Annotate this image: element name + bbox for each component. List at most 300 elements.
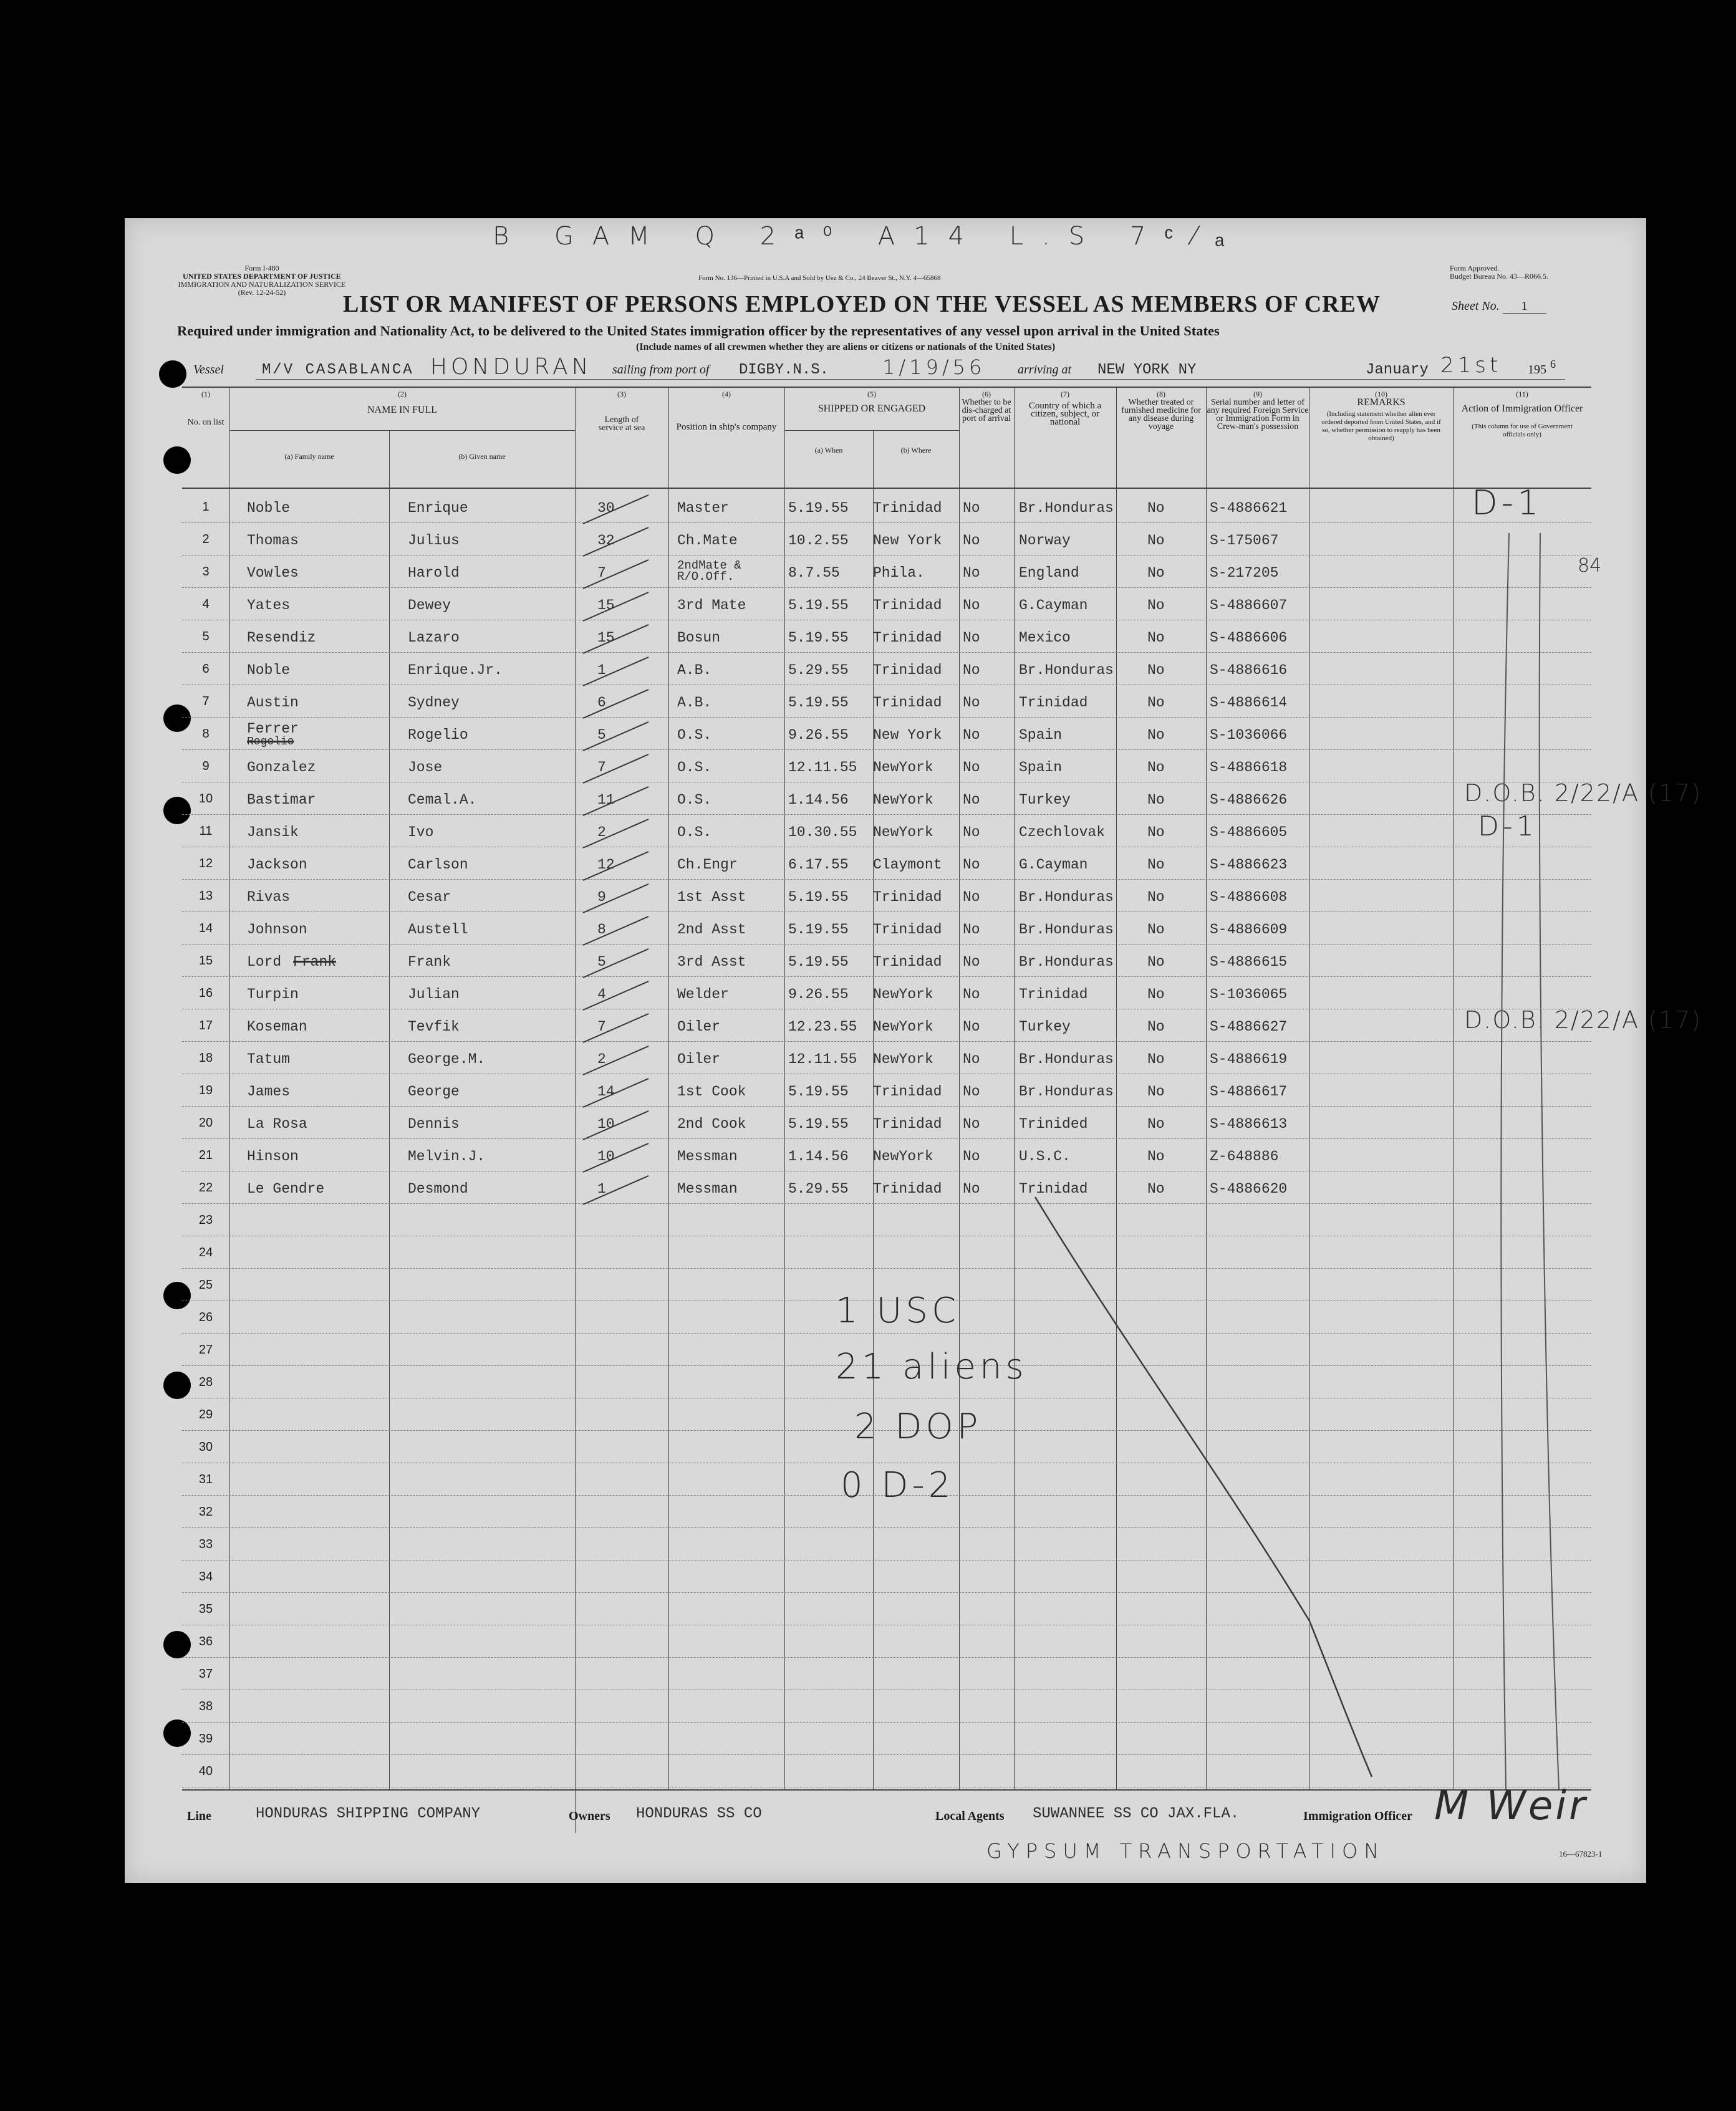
cell-serial: S-4886623: [1210, 857, 1288, 873]
cell-position: 3rd Asst: [677, 954, 746, 970]
requirement-statement: Required under immigration and Nationality Act, to be delivered to the United States immigration officer by the representatives of any vessel upon arrival in the United States: [177, 323, 1220, 339]
cell-position: A.B.: [677, 695, 712, 711]
cell-serial: S-1036066: [1210, 727, 1288, 743]
cell-serial: S-4886607: [1210, 597, 1288, 613]
cell-country: England: [1019, 565, 1079, 581]
row-rule: [182, 1268, 1591, 1269]
cell-treated: No: [1147, 1116, 1165, 1132]
cell-country: Trinidad: [1019, 1181, 1088, 1197]
cell-serial: Z-648886: [1210, 1148, 1279, 1165]
struck-name: Rogelio: [247, 736, 294, 748]
cell-country: Turkey: [1019, 1019, 1071, 1035]
cell-service: 15: [597, 630, 615, 646]
handwritten-reference: B GAM Q 2ᵃ⁰ A14 L.S 7ᶜ⁄ₐ: [493, 222, 1243, 251]
cell-where: NewYork: [873, 1148, 933, 1165]
cell-discharge: No: [963, 857, 980, 873]
cell-given: Dewey: [408, 597, 451, 613]
cell-country: Br.Honduras: [1019, 1084, 1114, 1100]
cell-given: Cesar: [408, 889, 451, 905]
cell-country: Mexico: [1019, 630, 1071, 646]
cell-discharge: No: [963, 1181, 980, 1197]
cell-when: 5.19.55: [788, 500, 849, 516]
row-rule: [182, 522, 1591, 523]
row-number: 16: [198, 986, 213, 1000]
cell-when: 5.19.55: [788, 1116, 849, 1132]
cell-family: Thomas: [247, 532, 299, 549]
cell-family: Vowles: [247, 565, 299, 581]
cell-discharge: No: [963, 662, 980, 678]
cell-treated: No: [1147, 986, 1165, 1003]
cell-discharge: No: [963, 727, 980, 743]
cell-country: Br.Honduras: [1019, 889, 1114, 905]
row-rule: [182, 1106, 1591, 1107]
cell-position: Ch.Mate: [677, 532, 738, 549]
cell-where: Trinidad: [873, 1181, 942, 1197]
cell-treated: No: [1147, 1084, 1165, 1100]
cell-when: 10.30.55: [788, 824, 857, 840]
cell-where: NewYork: [873, 1051, 933, 1067]
cell-serial: S-1036065: [1210, 986, 1288, 1003]
punch-hole: [159, 360, 186, 388]
cell-serial: S-4886606: [1210, 630, 1288, 646]
row-number: 29: [198, 1408, 213, 1421]
cell-treated: No: [1147, 889, 1165, 905]
cell-position: Bosun: [677, 630, 721, 646]
cell-family: Turpin: [247, 986, 299, 1003]
cell-family: Johnson: [247, 921, 307, 938]
cell-where: Phila.: [873, 565, 925, 581]
cell-serial: S-4886609: [1210, 921, 1288, 938]
cell-given: Frank: [408, 954, 451, 970]
cell-service: 7: [597, 759, 606, 776]
cell-service: 4: [597, 986, 606, 1003]
cell-when: 10.2.55: [788, 532, 849, 549]
row-number: 31: [198, 1473, 213, 1486]
row-rule: [182, 587, 1591, 588]
cell-given: Cemal.A.: [408, 792, 477, 808]
row-number: 13: [198, 889, 213, 903]
cell-position: Messman: [677, 1181, 738, 1197]
cell-when: 1.14.56: [788, 792, 849, 808]
cell-discharge: No: [963, 1084, 980, 1100]
cell-serial: S-217205: [1210, 565, 1279, 581]
cell-treated: No: [1147, 824, 1165, 840]
officer-signature: M Weir: [1434, 1783, 1588, 1829]
row-rule: [182, 1657, 1591, 1658]
cell-when: 9.26.55: [788, 986, 849, 1003]
cell-serial: S-4886626: [1210, 792, 1288, 808]
cell-treated: No: [1147, 500, 1165, 516]
cell-family: Hinson: [247, 1148, 299, 1165]
row-number: 39: [198, 1732, 213, 1746]
row-number: 12: [198, 857, 213, 870]
row-rule: [182, 1754, 1591, 1755]
row-number: 24: [198, 1246, 213, 1259]
cell-serial: S-4886605: [1210, 824, 1288, 840]
cell-family: Le Gendre: [247, 1181, 325, 1197]
cell-serial: S-4886618: [1210, 759, 1288, 776]
cell-family: Ferrer: [247, 721, 299, 737]
cell-discharge: No: [963, 532, 980, 549]
cell-given: Enrique: [408, 500, 468, 516]
row-number: 8: [202, 727, 210, 741]
cell-when: 6.17.55: [788, 857, 849, 873]
cell-when: 5.19.55: [788, 889, 849, 905]
cell-treated: No: [1147, 1019, 1165, 1035]
cell-serial: S-4886614: [1210, 695, 1288, 711]
row-number: 10: [198, 792, 213, 805]
cell-serial: S-4886613: [1210, 1116, 1288, 1132]
cell-where: NewYork: [873, 792, 933, 808]
cell-where: Trinidad: [873, 921, 942, 938]
row-rule: [182, 911, 1591, 912]
row-rule: [182, 749, 1591, 750]
cell-service: 14: [597, 1084, 615, 1100]
cell-service: 9: [597, 889, 606, 905]
cell-service: 8: [597, 921, 606, 938]
cell-family: Austin: [247, 695, 299, 711]
cell-given: Rogelio: [408, 727, 468, 743]
cell-family: Gonzalez: [247, 759, 316, 776]
cell-position: A.B.: [677, 662, 712, 678]
cell-treated: No: [1147, 630, 1165, 646]
cell-country: Czechlovak: [1019, 824, 1106, 840]
cell-country: U.S.C.: [1019, 1148, 1071, 1165]
row-rule: [182, 976, 1591, 977]
cell-when: 5.29.55: [788, 1181, 849, 1197]
cell-treated: No: [1147, 727, 1165, 743]
row-number: 17: [198, 1019, 213, 1032]
cell-discharge: No: [963, 1019, 980, 1035]
cell-country: Br.Honduras: [1019, 662, 1114, 678]
cell-discharge: No: [963, 824, 980, 840]
row-number: 15: [198, 954, 213, 968]
row-number: 23: [198, 1213, 213, 1227]
cell-service: 10: [597, 1148, 615, 1165]
page-title: LIST OR MANIFEST OF PERSONS EMPLOYED ON THE VESSEL AS MEMBERS OF CREW: [343, 291, 1381, 317]
row-rule: [182, 879, 1591, 880]
cell-when: 5.19.55: [788, 954, 849, 970]
cell-discharge: No: [963, 889, 980, 905]
cell-given: Austell: [408, 921, 468, 938]
cell-position: O.S.: [677, 759, 712, 776]
cell-discharge: No: [963, 1051, 980, 1067]
cell-country: Br.Honduras: [1019, 954, 1114, 970]
cell-given: Sydney: [408, 695, 460, 711]
cell-where: New York: [873, 532, 942, 549]
row-rule: [182, 1138, 1591, 1139]
cell-given: George.M.: [408, 1051, 486, 1067]
cell-when: 12.23.55: [788, 1019, 857, 1035]
cell-treated: No: [1147, 1181, 1165, 1197]
row-rule: [182, 944, 1591, 945]
cell-service: 10: [597, 1116, 615, 1132]
row-number: 7: [202, 695, 210, 708]
cell-discharge: No: [963, 986, 980, 1003]
cell-family: Tatum: [247, 1051, 291, 1067]
cell-when: 5.19.55: [788, 921, 849, 938]
cell-treated: No: [1147, 1148, 1165, 1165]
footer: Line HONDURAS SHIPPING COMPANY Owners HONDURAS SS CO Local Agents SUWANNEE SS CO JAX.FLA. GYPSUM TRANSPORTATION Immigration Officer M Weir 16—67823-1: [187, 1783, 1603, 1863]
cell-family: Jackson: [247, 857, 307, 873]
cell-treated: No: [1147, 565, 1165, 581]
cell-country: Br.Honduras: [1019, 500, 1114, 516]
cell-where: Trinidad: [873, 889, 942, 905]
cell-family: Jansik: [247, 824, 299, 840]
row-rule: [182, 1722, 1591, 1723]
cell-family: Lord: [247, 954, 282, 970]
cell-serial: S-175067: [1210, 532, 1279, 549]
cell-family: Koseman: [247, 1019, 307, 1035]
row-number: 4: [202, 597, 210, 611]
cell-treated: No: [1147, 954, 1165, 970]
cell-position: Oiler: [677, 1051, 721, 1067]
cell-given: Desmond: [408, 1181, 468, 1197]
row-number: 21: [198, 1148, 213, 1162]
row-number: 28: [198, 1375, 213, 1389]
cell-discharge: No: [963, 1116, 980, 1132]
row-number: 25: [198, 1278, 213, 1292]
cell-where: Trinidad: [873, 662, 942, 678]
cell-serial: S-4886619: [1210, 1051, 1288, 1067]
cell-treated: No: [1147, 759, 1165, 776]
cell-discharge: No: [963, 500, 980, 516]
cell-service: 5: [597, 727, 606, 743]
cell-family: Bastimar: [247, 792, 316, 808]
cell-position: 3rd Mate: [677, 597, 746, 613]
cell-country: Turkey: [1019, 792, 1071, 808]
cell-given: Carlson: [408, 857, 468, 873]
form-number: Form I-480 UNITED STATES DEPARTMENT OF JUSTICE IMMIGRATION AND NATURALIZATION SERVICE (Rev. 12-24-52): [178, 264, 346, 297]
cell-serial: S-4886616: [1210, 662, 1288, 678]
row-number: 26: [198, 1310, 213, 1324]
cell-treated: No: [1147, 662, 1165, 678]
cell-when: 9.26.55: [788, 727, 849, 743]
cell-given: Melvin.J.: [408, 1148, 486, 1165]
cell-discharge: No: [963, 954, 980, 970]
cell-discharge: No: [963, 759, 980, 776]
margin-number: 84: [1578, 555, 1602, 577]
cell-discharge: No: [963, 1148, 980, 1165]
cell-serial: S-4886620: [1210, 1181, 1288, 1197]
row-number: 37: [198, 1667, 213, 1681]
cell-given: Lazaro: [408, 630, 460, 646]
row-number: 9: [202, 759, 210, 773]
cell-given: Julius: [408, 532, 460, 549]
cell-where: Trinidad: [873, 630, 942, 646]
cell-service: 1: [597, 1181, 606, 1197]
cell-family: La Rosa: [247, 1116, 307, 1132]
cell-where: NewYork: [873, 986, 933, 1003]
cell-service: 12: [597, 857, 615, 873]
cell-position: 2ndMate & R/O.Off.: [677, 560, 741, 582]
cell-country: Norway: [1019, 532, 1071, 549]
cell-family: Rivas: [247, 889, 291, 905]
cell-treated: No: [1147, 857, 1165, 873]
cell-where: NewYork: [873, 1019, 933, 1035]
row-number: 27: [198, 1343, 213, 1357]
cell-country: Spain: [1019, 759, 1063, 776]
cell-country: G.Cayman: [1019, 597, 1088, 613]
cell-position: 2nd Cook: [677, 1116, 746, 1132]
cell-when: 8.7.55: [788, 565, 840, 581]
cell-treated: No: [1147, 1051, 1165, 1067]
cell-country: Br.Honduras: [1019, 1051, 1114, 1067]
cell-when: 1.14.56: [788, 1148, 849, 1165]
cell-position: 1st Cook: [677, 1084, 746, 1100]
row-number: 38: [198, 1700, 213, 1713]
cell-given: Enrique.Jr.: [408, 662, 503, 678]
cell-where: Trinidad: [873, 954, 942, 970]
cell-service: 5: [597, 954, 606, 970]
row-number: 32: [198, 1505, 213, 1519]
officer-action-row11: D-1: [1478, 810, 1538, 842]
row-rule: [182, 1333, 1591, 1334]
row-number: 2: [202, 532, 210, 546]
cell-serial: S-4886608: [1210, 889, 1288, 905]
cell-given: George: [408, 1084, 460, 1100]
row-number: 34: [198, 1570, 213, 1584]
row-number: 11: [199, 824, 213, 838]
cell-where: Claymont: [873, 857, 942, 873]
cell-position: Welder: [677, 986, 729, 1003]
cell-given: Jose: [408, 759, 443, 776]
cell-treated: No: [1147, 532, 1165, 549]
row-number: 35: [198, 1602, 213, 1616]
cell-family: Noble: [247, 500, 291, 516]
cell-treated: No: [1147, 792, 1165, 808]
sheet-number: Sheet No. 1: [1452, 299, 1546, 314]
cell-service: 7: [597, 1019, 606, 1035]
cell-service: 30: [597, 500, 615, 516]
cell-country: G.Cayman: [1019, 857, 1088, 873]
cell-given: Dennis: [408, 1116, 460, 1132]
cell-where: New York: [873, 727, 942, 743]
cell-when: 5.19.55: [788, 695, 849, 711]
cell-discharge: No: [963, 921, 980, 938]
cell-discharge: No: [963, 565, 980, 581]
cell-country: Trinidad: [1019, 986, 1088, 1003]
struck-name: Frank: [293, 954, 337, 970]
cell-given: Ivo: [408, 824, 434, 840]
pen-marks: [125, 218, 1646, 1883]
cell-service: 11: [597, 792, 615, 808]
cell-where: Trinidad: [873, 695, 942, 711]
cell-given: Julian: [408, 986, 460, 1003]
cell-position: 1st Asst: [677, 889, 746, 905]
cell-when: 5.29.55: [788, 662, 849, 678]
table-bottom-rule: [182, 1789, 1591, 1791]
row-number: 1: [202, 500, 210, 514]
cell-position: Master: [677, 500, 729, 516]
cell-where: NewYork: [873, 759, 933, 776]
cell-when: 5.19.55: [788, 597, 849, 613]
cell-where: Trinidad: [873, 1116, 942, 1132]
vessel-line: Vessel M/V CASABLANCA HONDURAN sailing from port of DIGBY.N.S. 1/19/56 arriving at NEW YORK NY January 21st 195 6: [187, 354, 1590, 382]
row-number: 14: [198, 921, 213, 935]
cell-family: Yates: [247, 597, 291, 613]
cell-service: 2: [597, 824, 606, 840]
officer-action-row10: D.O.B. 2/22/A (17): [1464, 779, 1702, 807]
cell-service: 1: [597, 662, 606, 678]
cell-discharge: No: [963, 630, 980, 646]
cell-position: Oiler: [677, 1019, 721, 1035]
row-number: 22: [198, 1181, 213, 1195]
cell-given: Tevfik: [408, 1019, 460, 1035]
cell-where: NewYork: [873, 824, 933, 840]
tally-aliens: 21 aliens: [836, 1347, 1028, 1387]
cell-family: James: [247, 1084, 291, 1100]
cell-service: 2: [597, 1051, 606, 1067]
cell-serial: S-4886615: [1210, 954, 1288, 970]
punch-hole: [163, 446, 191, 474]
row-number: 33: [198, 1537, 213, 1551]
cell-country: Spain: [1019, 727, 1063, 743]
cell-service: 32: [597, 532, 615, 549]
row-rule: [182, 814, 1591, 815]
row-number: 5: [202, 630, 210, 643]
row-rule: [182, 652, 1591, 653]
cell-where: Trinidad: [873, 500, 942, 516]
tally-dop: 2 DOP: [854, 1407, 982, 1447]
row-number: 18: [198, 1051, 213, 1065]
cell-when: 12.11.55: [788, 1051, 857, 1067]
cell-given: Harold: [408, 565, 460, 581]
cell-country: Trinided: [1019, 1116, 1088, 1132]
row-rule: [182, 1592, 1591, 1593]
cell-position: 2nd Asst: [677, 921, 746, 938]
cell-service: 7: [597, 565, 606, 581]
tally-d2: 0 D-2: [841, 1465, 955, 1506]
cell-position: Ch.Engr: [677, 857, 738, 873]
cell-treated: No: [1147, 597, 1165, 613]
budget-approval: Form Approved. Budget Bureau No. 43—R066.5.: [1450, 264, 1548, 281]
cell-discharge: No: [963, 792, 980, 808]
tally-usc: 1 USC: [836, 1291, 960, 1331]
cell-service: 15: [597, 597, 615, 613]
cell-position: Messman: [677, 1148, 738, 1165]
cell-serial: S-4886621: [1210, 500, 1288, 516]
cell-position: O.S.: [677, 824, 712, 840]
table-top-rule: [182, 387, 1591, 388]
row-rule: [182, 1041, 1591, 1042]
row-number: 19: [198, 1084, 213, 1097]
row-number: 40: [198, 1764, 213, 1778]
table-header-rule: [182, 488, 1591, 489]
row-rule: [182, 1527, 1591, 1528]
cell-position: O.S.: [677, 792, 712, 808]
cell-where: Trinidad: [873, 1084, 942, 1100]
manifest-sheet: B GAM Q 2ᵃ⁰ A14 L.S 7ᶜ⁄ₐ Form I-480 UNITED STATES DEPARTMENT OF JUSTICE IMMIGRATION AND NATURALIZATION SERVICE (Rev. 12-24-52) Form No. 136—Printed in U.S.A and Sold by Uez & Co., 24 Beaver St., N.Y. 4—65868 Form Approved. Budget Bureau No. 43—R066.5. LIST OR MANIFEST OF PERSONS EMPLOYED ON THE VESSEL AS MEMBERS OF CREW Sheet No. 1 Required under immigration and Nationality Act, to be delivered to the United States immigration officer by the representatives of any vessel upon arrival in the United States (Include names of all crewmen whether they are aliens or citizens or nationals of the United States) Vessel M/V CASABLANCA HONDURAN sailing from port of DIGBY.N.S. 1/19/56 arriving at NEW YORK NY January 21st 195 6 (1) No. on list (2) NAME IN FULL (a) Family name (b) Given name (3) Length of service at sea (4) Position in ship's company (5) SHIPPED OR ENGAGED (a) When (b) Where (6) Whether to be dis-charged at port of arrival (7) Country of which a citizen, subject, or national (8) Whether treated or furnished medicine for any disease during voyage (9) Serial number and letter of any required Foreign Service or Immigration Form in Crew-man's possession (10) REMARKS (Including statement whether alien ever ordered deported from United States, and if so, whether permission to reapply has been obtained) (11) Action of Immigration Officer (This column for use of Government officials only) 1 2 3 4 5 6 7 8 9 10 11 12 13 14 15 16 17 18 19 20 21 22 23 24 25 26 27 28 29 30 31 32 33 34 35 36 37 38 39 40 Noble Enrique 30 Master 5.19.55 Trinidad No Br.Honduras No S-4886621 Thomas Julius 32 Ch.Mate 10.2.55 New York No Norway No S-175067 Vowles Harold 7 2ndMate & R/O.Off. 8.7.55 Phila. No England No S-217205 Yates Dewey 15 3rd Mate 5.19.55 Trinidad No G.Cayman No S-4886607 Resendiz Lazaro 15 Bosun 5.19.55 Trinidad No Mexico No S-4886606 Noble Enrique.Jr. 1 A.B. 5.29.55 Trinidad No Br.Honduras No S-4886616 Austin Sydney 6 A.B. 5.19.55 Trinidad No Trinidad No S-4886614 Ferrer Rogelio 5 O.S. 9.26.55 New York No Spain No S-1036066 Rogelio Gonzalez Jose 7 O.S. 12.11.55 NewYork No Spain No S-4886618 Bastimar Cemal.A. 11 O.S. 1.14.56 NewYork No Turkey No S-4886626 Jansik Ivo 2 O.S. 10.30.55 NewYork No Czechlovak No S-4886605 Jackson Carlson 12 Ch.Engr 6.17.55 Claymont No G.Cayman No S-4886623 Rivas Cesar 9 1st Asst 5.19.55 Trinidad No Br.Honduras No S-4886608 Johnson Austell 8 2nd Asst 5.19.55 Trinidad No Br.Honduras No S-4886609 Lord Frank 5 3rd Asst 5.19.55 Trinidad No Br.Honduras No S-4886615 Frank Turpin Julian 4 Welder 9.26.55 NewYork No Trinidad No S-1036065 Koseman Tevfik 7 Oiler 12.23.55 NewYork No Turkey No S-4886627 Tatum George.M. 2 Oiler 12.11.55 NewYork No Br.Honduras No S-4886619 James George 14 1st Cook 5.19.55 Trinidad No Br.Honduras No S-4886617 La Rosa Dennis 10 2nd Cook 5.19.55 Trinidad No Trinided No S-4886613 Hinson Melvin.J. 10 Messman 1.14.56 NewYork No U.S.C. No Z-648886 Le Gendre Desmond 1 Messman 5.29.55 Trinidad No Trinidad No S-4886620 D-1 84 D.O.B. 2/22/A (17) D-1 D.O.B. 2/22/A (17) 1 USC 21 aliens 2 DOP 0 D-2 Line HONDURAS SHIPPING COMPANY Owners HONDURAS SS CO Local Agents SUWANNEE SS CO JAX.FLA. GYPSUM TRANSPORTATION Immigration Officer M Weir 16—67823-1: [125, 218, 1646, 1883]
cell-position: O.S.: [677, 727, 712, 743]
cell-service: 6: [597, 695, 606, 711]
cell-when: 5.19.55: [788, 1084, 849, 1100]
cell-discharge: No: [963, 597, 980, 613]
cell-where: Trinidad: [873, 597, 942, 613]
printer-note: Form No. 136—Printed in U.S.A and Sold by Uez & Co., 24 Beaver St., N.Y. 4—65868: [698, 274, 941, 282]
row-number: 30: [198, 1440, 213, 1454]
cell-serial: S-4886617: [1210, 1084, 1288, 1100]
row-rule: [182, 1203, 1591, 1204]
row-number: 36: [198, 1635, 213, 1648]
cell-family: Noble: [247, 662, 291, 678]
cell-country: Trinidad: [1019, 695, 1088, 711]
cell-family: Resendiz: [247, 630, 316, 646]
cell-when: 12.11.55: [788, 759, 857, 776]
row-number: 6: [202, 662, 210, 676]
cell-serial: S-4886627: [1210, 1019, 1288, 1035]
officer-action-row17: D.O.B. 2/22/A (17): [1464, 1006, 1702, 1034]
